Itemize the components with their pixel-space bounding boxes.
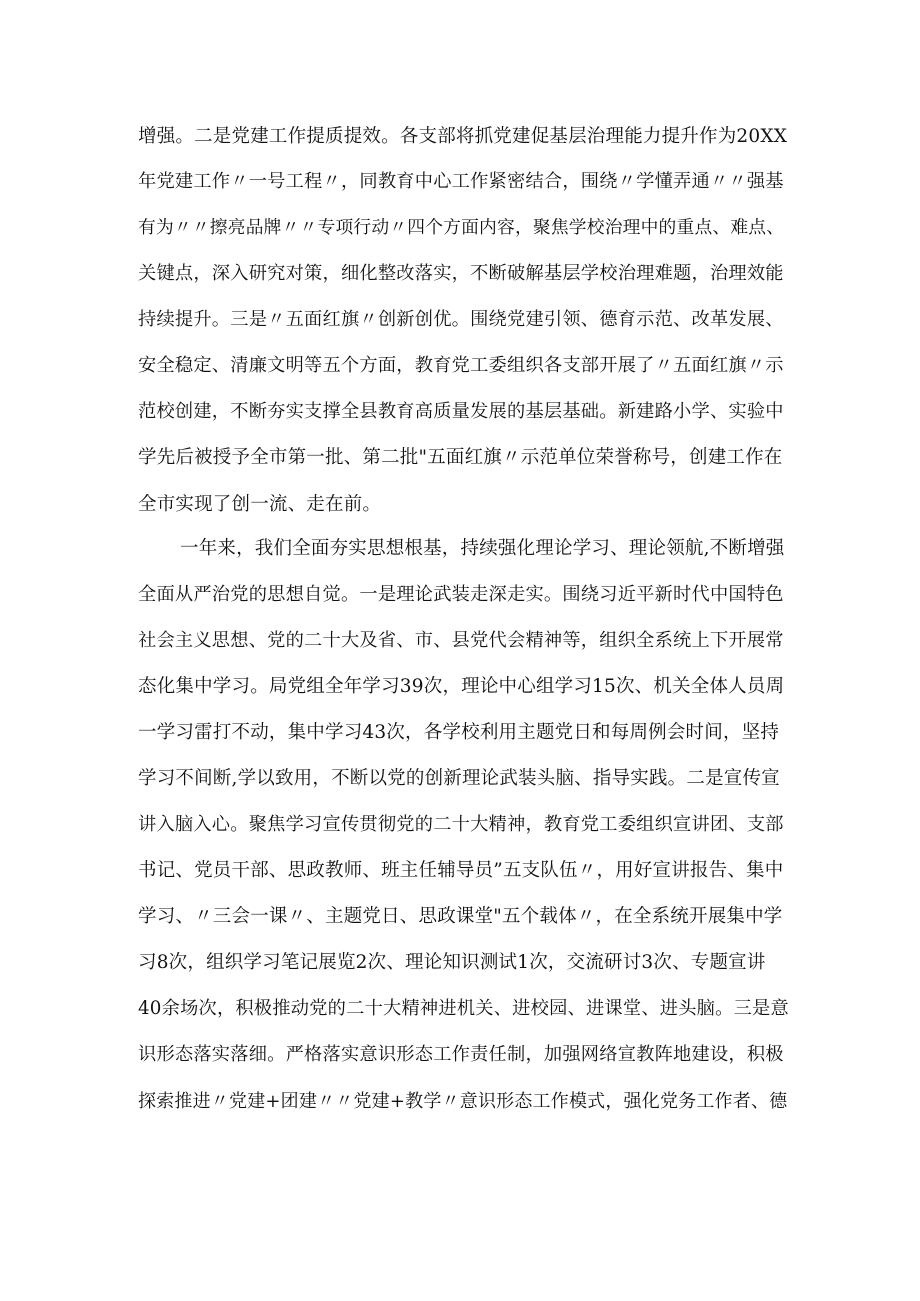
paragraph-2-line-4: 态化集中学习。局党组全年学习39次，理论中心组学习15次、机关全体人员周 xyxy=(138,676,785,697)
paragraph-2-line-13: 探索推进〃党建+团建〃〃党建+教学〃意识形态工作模式，强化党务工作者、德 xyxy=(138,1091,788,1112)
paragraph-1-line-8: 学先后被授予全市第一批、第二批"五面红旗〃示范单位荣誉称号，创建工作在 xyxy=(138,447,783,468)
paragraph-1-line-7: 范校创建，不断夯实支撑全县教育高质量发展的基层基础。新建路小学、实验中 xyxy=(138,401,784,422)
paragraph-2-line-5: 一学习雷打不动，集中学习43次，各学校利用主题党日和每周例会时间，坚持 xyxy=(138,722,780,743)
paragraph-2-line-8: 书记、党员干部、思政教师、班主任辅导员”五支队伍〃，用好宣讲报告、集中 xyxy=(138,860,784,881)
paragraph-2-line-6: 学习不间断,学以致用，不断以党的创新理论武装头脑、指导实践。二是宣传宣 xyxy=(138,768,780,789)
paragraph-1-line-6: 安全稳定、清廉文明等五个方面，教育党工委组织各支部开展了〃五面红旗〃示 xyxy=(138,355,784,376)
paragraph-1-line-2: 年党建工作〃一号工程〃，同教育中心工作紧密结合，围绕〃学懂弄通〃〃强基 xyxy=(138,171,784,192)
paragraph-1-line-5: 持续提升。三是〃五面红旗〃创新创优。围绕党建引领、德育示范、改革发展、 xyxy=(138,309,784,330)
paragraph-2-line-3: 社会主义思想、党的二十大及省、市、县党代会精神等，组织全系统上下开展常 xyxy=(138,630,784,651)
paragraph-1-line-1: 增强。二是党建工作提质提效。各支部将抓党建促基层治理能力提升作为20XX xyxy=(138,126,788,147)
paragraph-2-line-7: 讲入脑入心。聚焦学习宣传贯彻党的二十大精神，教育党工委组织宣讲团、支部 xyxy=(138,814,784,835)
paragraph-1-line-3: 有为〃〃擦亮品牌〃〃专项行动〃四个方面内容，聚焦学校治理中的重点、难点、 xyxy=(138,218,785,238)
paragraph-2-line-10: 习8次，组织学习笔记展览2次、理论知识测试1次，交流研讨3次、专题宣讲 xyxy=(138,952,766,973)
paragraph-2-line-9: 学习、〃三会一课〃、主题党日、思政课堂"五个载体〃，在全系统开展集中学 xyxy=(138,906,783,927)
paragraph-2-line-12: 识形态落实落细。严格落实意识形态工作责任制，加强网络宣教阵地建设，积极 xyxy=(138,1044,784,1065)
paragraph-2-line-2: 全面从严治党的思想自觉。一是理论武装走深走实。围绕习近平新时代中国特色 xyxy=(138,584,784,605)
paragraph-1-line-9: 全市实现了创一流、走在前。 xyxy=(138,494,382,515)
paragraph-2-line-1: 一年来，我们全面夯实思想根基，持续强化理论学习、理论领航,不断增强 xyxy=(180,538,785,559)
paragraph-1-line-4: 关键点，深入研究对策，细化整改落实，不断破解基层学校治理难题，治理效能 xyxy=(138,263,784,284)
paragraph-2-line-11: 40余场次，积极推动党的二十大精神进机关、进校园、进课堂、进头脑。三是意 xyxy=(138,998,789,1019)
